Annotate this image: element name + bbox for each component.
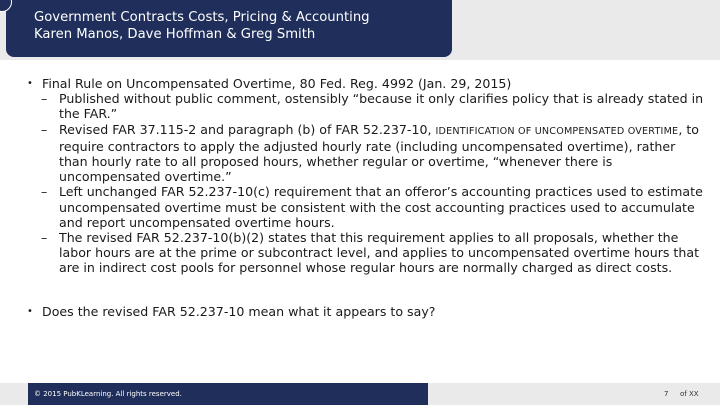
sub-item-4 — [24, 230, 704, 276]
bullet-item-2 — [24, 304, 704, 319]
title-line-1: Government Contracts Costs, Pricing & Accounting — [34, 10, 370, 25]
sub-text-part-1: Revised FAR 37.115-2 and paragraph (b) of FAR 52.237-10, — [59, 121, 436, 137]
bullet-item-1 — [24, 76, 704, 91]
bullet-text: Final Rule on Uncompensated Overtime, 80 Fed. Reg. 4992 (Jan. 29, 2015) — [42, 76, 512, 91]
page-total: of XX — [680, 390, 699, 398]
dash-icon: – — [41, 184, 48, 200]
bullet-text: Does the revised FAR 52.237-10 mean what it appears to say? — [42, 303, 436, 319]
sub-item-1 — [24, 91, 704, 121]
header-banner — [6, 0, 452, 57]
sub-item-2 — [24, 122, 704, 185]
dash-icon: – — [41, 230, 48, 246]
sub-item-3 — [24, 184, 704, 230]
slide-title — [34, 9, 370, 43]
sub-text: Published without public comment, ostensibly “because it only clarifies policy that is already stated in the FAR.” — [59, 91, 704, 122]
page-number: 7 — [664, 390, 669, 398]
bullet-icon: • — [27, 78, 33, 89]
sub-text: The revised FAR 52.237-10(b)(2) states that this requirement applies to all proposals, whether the labor hours are at the prime or subcontract level, and applies to uncompensated overtime hours that are in indirect cost pools for personnel whose regular hours are normally charged as direct costs. — [59, 230, 700, 276]
slide-body — [24, 76, 704, 319]
copyright-text: © 2015 PubKLearning. All rights reserved. — [34, 390, 182, 398]
dash-icon: – — [41, 91, 48, 107]
small-caps-clause-title: IDENTIFICATION OF UNCOMPENSATED OVERTIME — [435, 125, 679, 137]
bullet-icon: • — [27, 305, 33, 317]
sub-text-part-2: , to require contractors to apply the adjusted hourly rate (including uncompensated overtime), rather than hourly rate to all proposed hours, whether regular or overtime, “whenever there is uncompensated overtime.” — [59, 121, 699, 185]
sub-text: Left unchanged FAR 52.237-10(c) requirement that an offeror’s accounting practices used to estimate uncompensated overtime must be consistent with the cost accounting practices used to accumulate and report uncompensated overtime hours. — [59, 184, 703, 230]
title-line-2: Karen Manos, Dave Hoffman & Greg Smith — [34, 27, 316, 42]
dash-icon: – — [41, 121, 48, 137]
